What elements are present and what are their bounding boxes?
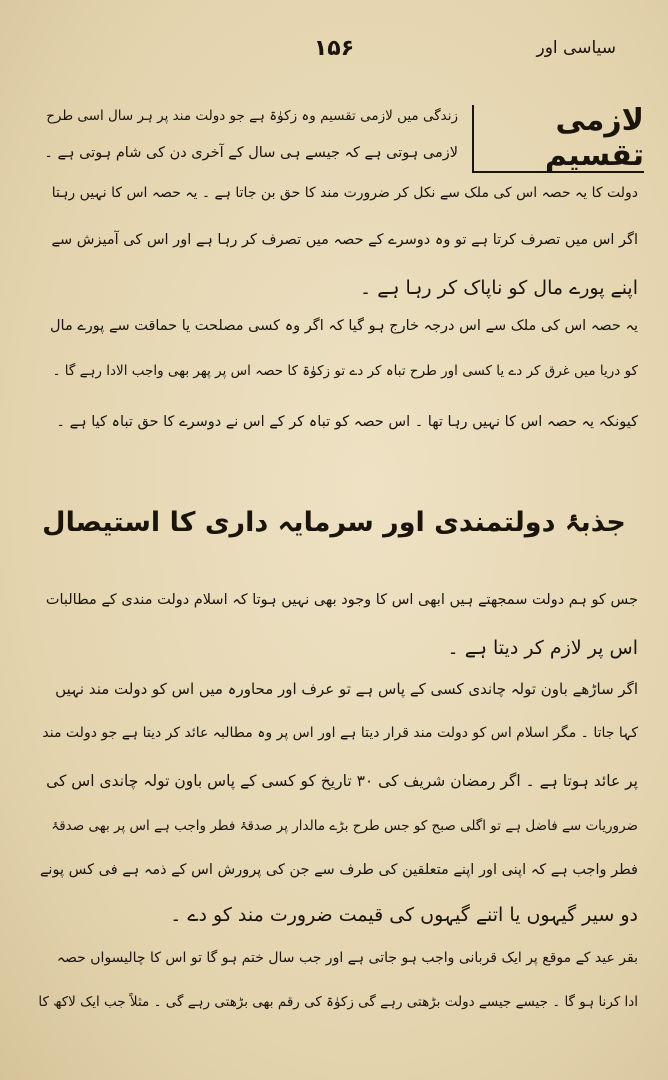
text-line: اگر اس میں تصرف کرتا ہے تو وہ دوسرے کے حصہ میں تصرف کر رہا ہے اور اس کی آمیزش سے — [51, 232, 638, 248]
text-line: جس کو ہم دولت سمجھتے ہیں ابھی اس کا وجود بھی نہیں ہوتا کہ اسلام دولت مندی کے مطالبات — [45, 592, 638, 608]
text-line: کہا جاتا ۔ مگر اسلام اس کو دولت مند قرار دیتا ہے اور اس پر وہ مطالبہ عائد کر دیتا ہے جو دولت مند — [42, 725, 638, 741]
text-line: لازمی ہوتی ہے کہ جیسے ہی سال کے آخری دن کی شام ہوتی ہے ۔ — [44, 145, 458, 161]
main-heading: جذبۂ دولتمندی اور سرمایہ داری کا استیصال — [42, 507, 626, 538]
running-title: سیاسی اور — [536, 38, 616, 58]
text-line: اپنے پورے مال کو ناپاک کر رہا ہے ۔ — [360, 277, 638, 299]
section-heading: لازمی تقسیم — [472, 105, 644, 173]
text-line: ضروریات سے فاضل ہے تو اگلی صبح کو جس طرح بڑے مالدار پر صدقۂ فطر واجب ہے اس پر بھی صدقۂ — [51, 818, 638, 834]
text-line: کو دریا میں غرق کر دے یا کسی اور طرح تباہ کر دے تو زکوٰۃ کا حصہ اس پر پھر بھی واجب الادا رہے گا ۔ — [52, 363, 638, 379]
text-line: فطر واجب ہے کہ اپنی اور اپنے متعلقین کی طرف سے جن کی پرورش اس کے ذمہ ہے فی کس پونے — [39, 862, 638, 878]
text-line: بقر عید کے موقع پر ایک قربانی واجب ہو جاتی ہے اور جب سال ختم ہو گا تو اس کا چالیسواں حصہ — [56, 950, 638, 966]
text-line: ادا کرنا ہو گا ۔ جیسے جیسے دولت بڑھتی رہے گی زکوٰۃ کی رقم بھی بڑھتی رہے گی ۔ مثلاً جب ایک لاکھ کا — [38, 994, 638, 1010]
text-line: اس پر لازم کر دیتا ہے ۔ — [447, 637, 638, 659]
text-line: زندگی میں لازمی تقسیم وہ زکوٰۃ ہے جو دولت مند پر ہر سال اسی طرح — [46, 108, 458, 124]
text-line: دولت کا یہ حصہ اس کی ملک سے نکل کر ضرورت مند کا حق بن جاتا ہے ۔ یہ حصہ اس کا نہیں رہتا — [51, 185, 638, 201]
text-line: کیونکہ یہ حصہ اس کا نہیں رہا تھا ۔ اس حصہ کو تباہ کر کے اس نے دوسرے کا حق تباہ کیا ہے ۔ — [56, 414, 638, 430]
text-line: اگر ساڑھے باون تولہ چاندی کسی کے پاس ہے تو عرف اور محاورہ میں اس کو دولت مند نہیں — [55, 680, 638, 698]
text-line: دو سیر گیہوں یا اتنے گیہوں کی قیمت ضرورت مند کو دے ۔ — [170, 904, 638, 926]
page-number: ۱۵۶ — [313, 36, 355, 61]
text-line: یہ حصہ اس کی ملک سے اس درجہ خارج ہو گیا کہ اگر وہ کسی مصلحت یا حماقت سے پورے مال — [49, 318, 638, 334]
page-header — [30, 32, 638, 76]
text-line: پر عائد ہوتا ہے ۔ اگر رمضان شریف کی ۳۰ تاریخ کو کسی کے پاس باون تولہ چاندی اس کی — [46, 772, 638, 790]
